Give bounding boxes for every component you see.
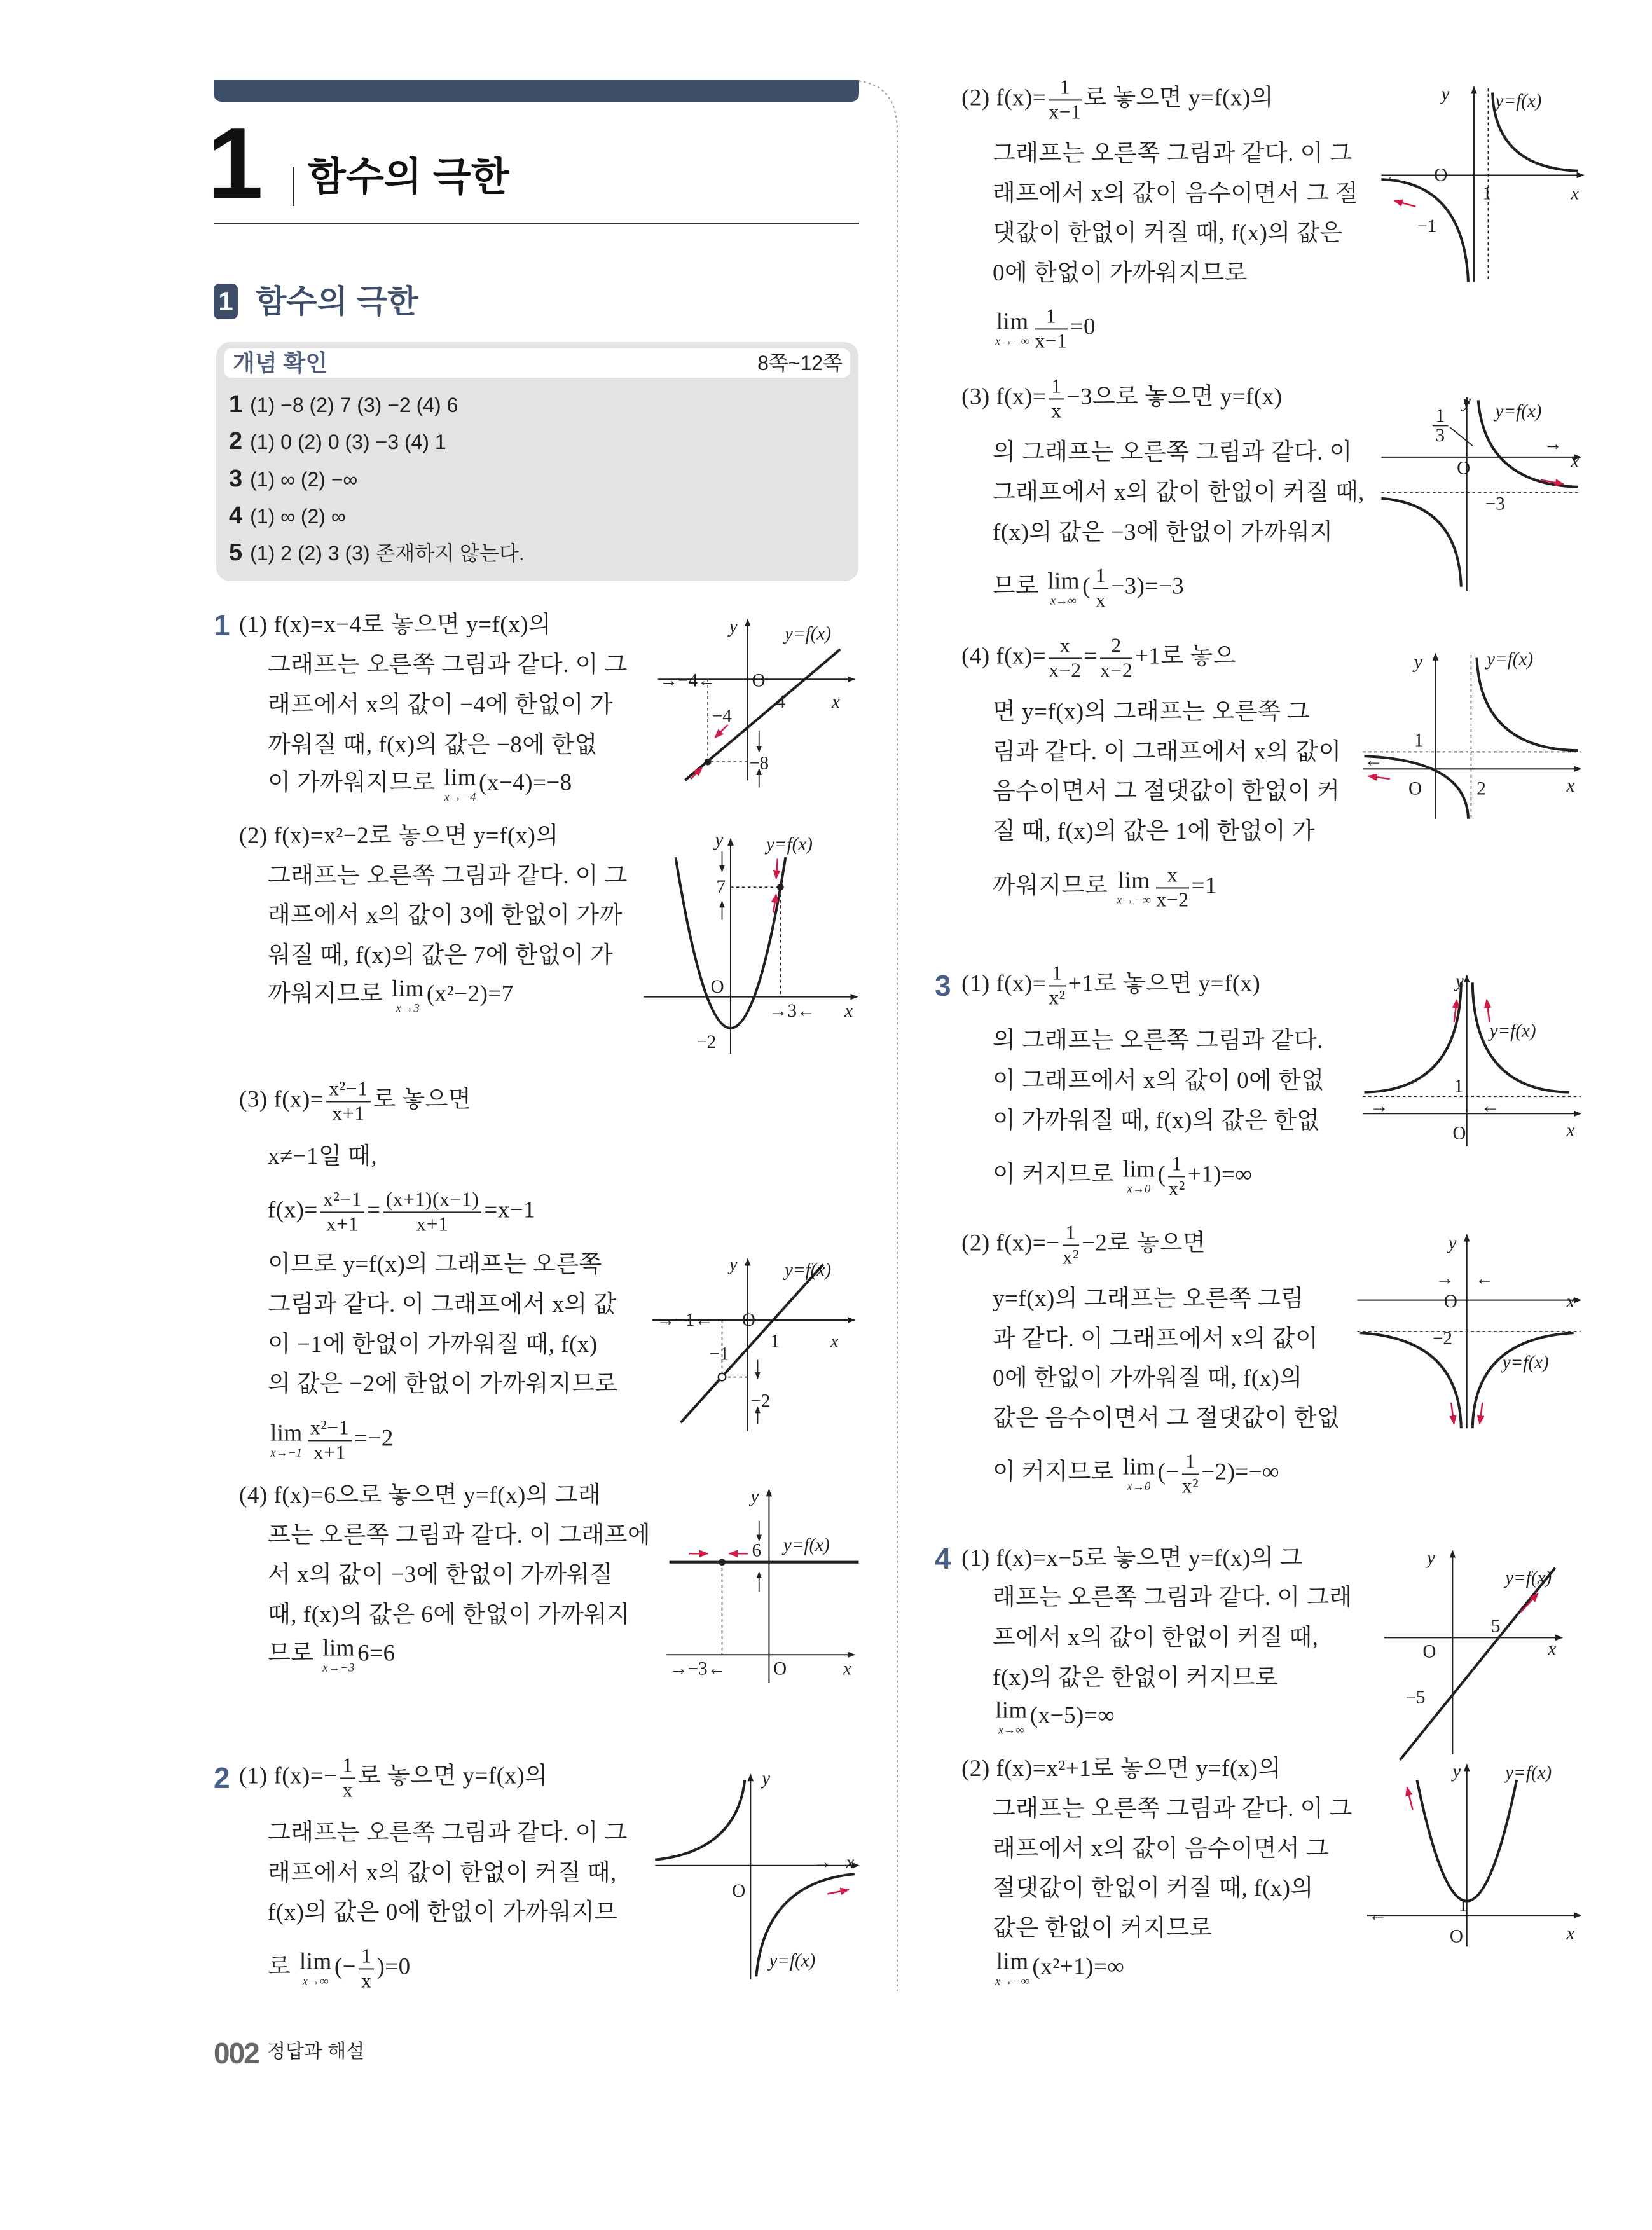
tick-label: 1 [1458, 1895, 1468, 1916]
solution-line: 이므로 y=f(x)의 그래프는 오른쪽 [268, 1251, 602, 1277]
curve-label: y=f(x) [1487, 649, 1534, 670]
solution-line: 그래프는 오른쪽 그림과 같다. 이 그 [268, 651, 628, 678]
tick-label: −1 [1417, 216, 1437, 237]
text-segment: = [367, 1197, 381, 1223]
text-segment: =−2 [354, 1425, 394, 1452]
text-segment: )=0 [376, 1953, 411, 1980]
text-segment: 이 커지므로 [993, 1459, 1120, 1485]
solution-line: 워질 때, f(x)의 값은 7에 한없이 가 [268, 942, 614, 968]
fraction-numerator: x²−1 [326, 1077, 370, 1102]
text-segment: (− [334, 1953, 357, 1980]
text-segment: ( [1082, 573, 1091, 600]
text-segment: 까워지므로 [993, 872, 1114, 899]
tick-label: −4 [712, 706, 732, 727]
axis-label: y [1448, 1233, 1457, 1254]
solution-line: 래프는 오른쪽 그림과 같다. 이 그래 [993, 1584, 1353, 1611]
graph-1-2-parabola [644, 830, 857, 1054]
axis-label: y [750, 1486, 759, 1507]
chapter-number: 1 [207, 107, 263, 219]
tick-label: 6 [752, 1540, 762, 1561]
limit-word: lim [995, 1697, 1028, 1724]
limit-word: lim [1047, 568, 1080, 595]
solution-line: (4) f(x)=6으로 놓으면 y=f(x)의 그래 [239, 1482, 602, 1508]
text-segment: −3으로 놓으면 y=f(x) [1066, 383, 1283, 410]
solution-line: (1) f(x)=x−4로 놓으면 y=f(x)의 [239, 611, 552, 638]
limit-subscript: x→−∞ [995, 1975, 1030, 1988]
concept-row-answers: (1) 2 (2) 3 (3) 존재하지 않는다. [250, 542, 525, 565]
hole-point [719, 1373, 726, 1381]
axis-label: y [1414, 652, 1422, 673]
axis-label: x [1566, 776, 1575, 797]
solution-line: 림과 같다. 이 그래프에서 x의 값이 [993, 738, 1342, 765]
origin-label: O [773, 1658, 787, 1679]
fraction-denominator: x [1095, 589, 1106, 611]
approach-arrow [1451, 1403, 1454, 1424]
text-segment: 로 놓으면 y=f(x)의 [358, 1763, 548, 1789]
fraction-denominator: x−1 [1035, 329, 1068, 352]
tick-label: 2 [1476, 778, 1486, 799]
text-segment: (x²+1)=∞ [1032, 1953, 1125, 1980]
fraction-numerator: 1 [1063, 1221, 1079, 1246]
curve-label: y=f(x) [1502, 1352, 1549, 1373]
solution-line: 래프에서 x의 값이 한없이 커질 때, [268, 1859, 617, 1886]
solution-line: 그래프는 오른쪽 그림과 같다. 이 그 [993, 1795, 1353, 1822]
text-segment: (2) f(x)= [961, 85, 1047, 111]
curve-label: y=f(x) [1495, 401, 1542, 422]
fraction-denominator: x−2 [1156, 888, 1189, 911]
text-segment: 이 커지므로 [993, 1161, 1120, 1188]
tick-label: →−4← [659, 670, 717, 691]
axis-label: x [830, 1331, 839, 1352]
tick-label: 1 [1454, 1076, 1464, 1097]
concept-row-number: 3 [229, 465, 243, 492]
axis-label: x [1566, 1120, 1575, 1141]
solution-line: 래프에서 x의 값이 3에 한없이 가까 [268, 902, 623, 928]
fraction-denominator: x+1 [313, 1441, 347, 1463]
solution-line: f(x)의 값은 0에 한없이 가까워지므 [268, 1899, 618, 1925]
graph-3-1-reciprocal-square [1363, 971, 1581, 1146]
fraction-denominator: x [1051, 399, 1062, 422]
concept-check-title: 개념 확인 [233, 350, 328, 376]
limit-word: lim [1117, 867, 1150, 894]
axis-label: x [1566, 1924, 1575, 1944]
text-segment: = [1084, 643, 1098, 670]
axis-label: x [831, 692, 840, 713]
limit-word: lim [444, 764, 477, 791]
column-divider [859, 81, 897, 1991]
solution-line: (2) f(x)=x²+1로 놓으면 y=f(x)의 [961, 1755, 1281, 1782]
graph-4-1-linear [1384, 1548, 1562, 1760]
solution-line: 면 y=f(x)의 그래프는 오른쪽 그 [993, 698, 1311, 725]
solution-line: 래프에서 x의 값이 음수이면서 그 [993, 1835, 1330, 1862]
fraction-numerator: x [1156, 864, 1188, 888]
text-segment: (3) f(x)= [239, 1086, 324, 1113]
guide-dashes [731, 887, 780, 996]
text-segment: (4) f(x)= [961, 643, 1047, 670]
fraction-numerator: 1 [1182, 1450, 1199, 1475]
limit-subscript: x→0 [1127, 1183, 1151, 1196]
origin-label: O [710, 976, 724, 997]
fraction-numerator: 2 [1100, 634, 1132, 659]
page-number: 002 [214, 2037, 259, 2070]
limit-point [719, 1559, 726, 1566]
approach-arrow [1521, 1593, 1538, 1612]
axis-label: y [762, 1768, 771, 1789]
solution-line: 과 같다. 이 그래프에서 x의 값이 [993, 1325, 1319, 1352]
direction-arrow: ← [1364, 750, 1383, 771]
axis-label: x [1571, 183, 1580, 204]
origin-label: O [1434, 165, 1448, 186]
fraction-numerator: 1 [359, 1944, 374, 1969]
limit-word: lim [322, 1635, 355, 1662]
text-segment: −3)=−3 [1111, 573, 1185, 600]
approach-arrow [1407, 1787, 1413, 1810]
solution-line: 그래프는 오른쪽 그림과 같다. 이 그 [268, 1819, 628, 1846]
text-segment: (1) f(x)=− [239, 1763, 338, 1789]
fraction-denominator: x² [1181, 1475, 1199, 1497]
curve-label: y=f(x) [1489, 1021, 1536, 1042]
concept-row-number: 4 [229, 502, 243, 529]
solution-line: 이 가까워질 때, f(x)의 값은 한없 [993, 1107, 1320, 1134]
text-segment: −2)=−∞ [1201, 1459, 1280, 1485]
axis-label: x [846, 1852, 855, 1873]
text-segment: (x−4)=−8 [479, 769, 572, 796]
approach-arrow [1487, 1000, 1489, 1022]
graph-1-4-constant [666, 1487, 858, 1683]
function-curve [1381, 499, 1461, 587]
fraction-denominator: x−2 [1049, 659, 1082, 681]
curve-label: y=f(x) [783, 1534, 830, 1555]
curve-label: y=f(x) [766, 834, 813, 855]
fraction-denominator: x−2 [1099, 659, 1133, 681]
limit-subscript: x→0 [1127, 1480, 1151, 1494]
tick-label: −8 [749, 753, 769, 774]
text-segment: 로 놓으면 y=f(x)의 [1084, 85, 1274, 111]
graph-2-1-hyperbola [655, 1768, 858, 1979]
direction-arrow: ← [1368, 1905, 1387, 1926]
curve-label: y=f(x) [1505, 1763, 1552, 1784]
solution-line: 0에 한없이 가까워질 때, f(x)의 [993, 1365, 1303, 1391]
limit-subscript: x→−1 [270, 1447, 303, 1460]
tick-label: −5 [1405, 1687, 1426, 1708]
axis-label: y [1455, 970, 1464, 991]
solution-line: 절댓값이 한없이 커질 때, f(x)의 [993, 1875, 1314, 1901]
fraction-numerator: (x+1)(x−1) [383, 1188, 482, 1213]
direction-arrow: → [1435, 1268, 1454, 1289]
curve-label: y=f(x) [769, 1950, 816, 1971]
solution-line: 서 x의 값이 −3에 한없이 가까워질 [268, 1561, 614, 1588]
solution-line: 프는 오른쪽 그림과 같다. 이 그래프에 [268, 1522, 651, 1548]
concept-row-answers: (1) −8 (2) 7 (3) −2 (4) 6 [250, 394, 458, 416]
solution-line: 때, f(x)의 값은 6에 한없이 가까워지 [268, 1601, 630, 1628]
direction-arrow: → [813, 1852, 832, 1873]
problem-number: 3 [935, 969, 951, 1002]
axis-label: y [1441, 83, 1450, 104]
text-segment: f(x)= [268, 1197, 318, 1223]
approach-arrow [1394, 201, 1416, 207]
text-segment: (1) f(x)= [961, 970, 1047, 997]
axis-label: y [1427, 1547, 1435, 1568]
fraction-numerator: 1 [1035, 305, 1067, 329]
fraction-denominator: x−1 [1049, 100, 1082, 123]
limit-subscript: x→∞ [1050, 595, 1077, 608]
origin-label: O [1422, 1641, 1436, 1662]
limit-subscript: x→∞ [302, 1975, 329, 1988]
solution-line: 그래프는 오른쪽 그림과 같다. 이 그 [268, 862, 628, 889]
text-segment: 로 놓으면 [373, 1086, 472, 1113]
text-segment: +1로 놓으면 y=f(x) [1068, 970, 1261, 997]
limit-subscript: x→−3 [322, 1662, 355, 1675]
tick-label: 5 [1490, 1616, 1501, 1637]
direction-arrow: ← [1481, 1096, 1500, 1117]
approach-arrow [1480, 1403, 1482, 1424]
solution-line: 까워질 때, f(x)의 값은 −8에 한없 [268, 731, 598, 758]
concept-row-number: 5 [229, 539, 243, 566]
solution-line: (2) f(x)=x²−2로 놓으면 y=f(x)의 [239, 822, 559, 849]
function-curve [1473, 1333, 1574, 1428]
text-segment: (2) f(x)=− [961, 1230, 1060, 1256]
fraction-numerator: 1 [1049, 375, 1064, 399]
text-segment: 까워지므로 [268, 981, 389, 1007]
solution-line: (1) f(x)=x−5로 놓으면 y=f(x)의 그 [961, 1545, 1304, 1571]
graph-1-3-line-with-hole [652, 1255, 855, 1431]
graph-2-4-hyperbola [1363, 649, 1581, 819]
axis-label: x [843, 1658, 851, 1679]
fraction-numerator: 1 [1093, 564, 1108, 589]
approach-arrow [1368, 776, 1390, 779]
concept-row-number: 2 [229, 428, 243, 455]
text-segment: 므로 [268, 1640, 320, 1667]
text-segment: −2로 놓으면 [1082, 1230, 1206, 1256]
tick-label: −3 [1485, 493, 1505, 514]
tick-label: 1 [1414, 730, 1424, 751]
fraction-denominator: x+1 [326, 1213, 359, 1235]
limit-word: lim [1122, 1454, 1155, 1480]
function-curve [655, 1780, 745, 1859]
limit-point [705, 759, 712, 766]
fraction-denominator: x+1 [332, 1102, 365, 1124]
fraction-denominator: x² [1168, 1177, 1185, 1199]
graph-4-2-parabola [1367, 1761, 1581, 1947]
solution-line: f(x)의 값은 −3에 한없이 가까워지 [993, 519, 1333, 546]
concept-row-answers: (1) ∞ (2) ∞ [250, 505, 346, 528]
approach-arrow [715, 725, 727, 738]
text-segment: 므로 [993, 573, 1045, 600]
tick-label: →3← [769, 1000, 816, 1021]
origin-label: O [732, 1880, 746, 1901]
graph-3-2-negative-reciprocal-square [1357, 1233, 1581, 1428]
tick-label: →−1← [656, 1309, 713, 1330]
tick-label: 1 [770, 1331, 780, 1352]
concept-row-number: 1 [229, 391, 243, 418]
chapter-title: 함수의 극한 [308, 155, 509, 199]
solution-line: 래프에서 x의 값이 음수이면서 그 절 [993, 180, 1359, 207]
section-number-badge: 1 [214, 284, 238, 319]
axis-label: y [715, 830, 724, 851]
axis-label: y [1463, 391, 1471, 412]
origin-label: O [1443, 1291, 1457, 1312]
curve-label: y=f(x) [785, 1260, 832, 1281]
function-curve [1400, 1568, 1555, 1760]
direction-arrow: ← [1475, 1268, 1494, 1289]
tick-label-denominator: 3 [1435, 425, 1445, 446]
solution-line: y=f(x)의 그래프는 오른쪽 그림 [993, 1285, 1304, 1312]
approach-arrow [776, 858, 778, 878]
tick-label: −2 [696, 1032, 717, 1053]
solution-line: 의 값은 −2에 한없이 가까워지므로 [268, 1370, 618, 1397]
fraction-numerator: x²−1 [308, 1416, 352, 1441]
solution-line: 래프에서 x의 값이 −4에 한없이 가 [268, 691, 614, 718]
problem-number: 1 [214, 609, 230, 642]
function-curve [1476, 658, 1578, 751]
solution-line: 의 그래프는 오른쪽 그림과 같다. 이 [993, 439, 1353, 465]
problem-number: 2 [214, 1761, 230, 1794]
asymptote [1363, 655, 1581, 819]
solution-line: 이 −1에 한없이 가까워질 때, f(x) [268, 1331, 598, 1358]
axis-label: x [1571, 451, 1580, 472]
solution-line: 이 그래프에서 x의 값이 0에 한없 [993, 1067, 1325, 1094]
text-segment: =0 [1070, 313, 1096, 340]
limit-word: lim [270, 1420, 303, 1447]
limit-word: lim [996, 308, 1029, 335]
text-segment: 6=6 [357, 1640, 396, 1667]
fraction-denominator: x+1 [416, 1213, 449, 1235]
concept-row-answers: (1) 0 (2) 0 (3) −3 (4) 1 [250, 430, 446, 453]
limit-subscript: x→−∞ [1116, 894, 1152, 907]
axis-label: x [1566, 1291, 1575, 1312]
tick-label: −2 [750, 1391, 771, 1412]
solution-line: x≠−1일 때, [268, 1143, 378, 1169]
origin-label: O [1449, 1926, 1463, 1947]
fraction-denominator: x² [1062, 1246, 1080, 1268]
function-curve [1365, 982, 1461, 1092]
curve-label: y=f(x) [1495, 90, 1542, 111]
tick-label: −2 [1433, 1328, 1452, 1349]
fraction-numerator: 1 [340, 1754, 355, 1779]
solution-line: 댓값이 한없이 커질 때, f(x)의 값은 [993, 219, 1343, 246]
graph-2-2-hyperbola [1381, 84, 1583, 282]
solution-line: 음수이면서 그 절댓값이 한없이 커 [993, 778, 1340, 804]
tick-label: −1 [709, 1344, 729, 1365]
problem-number: 4 [935, 1542, 951, 1575]
section-title: 함수의 극한 [256, 284, 418, 319]
tick-label: 4 [776, 692, 786, 713]
limit-word: lim [299, 1948, 332, 1975]
origin-label: O [1452, 1123, 1466, 1144]
limit-subscript: x→3 [396, 1002, 420, 1015]
concept-row-answers: (1) ∞ (2) −∞ [250, 468, 358, 491]
direction-arrow: ← [1384, 166, 1403, 187]
text-segment: (3) f(x)= [961, 383, 1047, 410]
footer-label: 정답과 해설 [267, 2041, 365, 2062]
origin-label: O [1457, 458, 1471, 479]
concept-check-pages: 8쪽~12쪽 [757, 352, 843, 375]
solution-line: 질 때, f(x)의 값은 1에 한없이 가 [993, 818, 1316, 844]
origin-label: O [1408, 778, 1422, 799]
text-segment: =x−1 [484, 1197, 536, 1223]
solution-line: 프에서 x의 값이 한없이 커질 때, [993, 1624, 1319, 1651]
axis-label: y [729, 1254, 738, 1275]
solution-line: f(x)의 값은 한없이 커지므로 [993, 1664, 1279, 1691]
tick-label-numerator: 1 [1435, 405, 1445, 426]
fraction-numerator: x²−1 [320, 1188, 364, 1213]
solution-line: 그래프는 오른쪽 그림과 같다. 이 그 [993, 140, 1353, 167]
graph-2-3-hyperbola [1381, 391, 1581, 591]
fraction-numerator: 1 [1049, 961, 1065, 986]
fraction-numerator: 1 [1168, 1152, 1185, 1177]
fraction-denominator: x [361, 1969, 372, 1992]
text-segment: (x−5)=∞ [1029, 1702, 1115, 1729]
text-segment: (x²−2)=7 [426, 981, 514, 1007]
approach-arrow [827, 1890, 849, 1894]
text-segment: 로 [268, 1953, 297, 1980]
origin-label: O [752, 670, 766, 691]
tick-label: →−3← [669, 1658, 726, 1679]
tick-label: 7 [716, 877, 726, 898]
solution-line: 0에 한없이 가까워지므로 [993, 259, 1248, 286]
solution-line: 값은 음수이면서 그 절댓값이 한없 [993, 1405, 1340, 1431]
text-segment: +1로 놓으 [1135, 643, 1236, 670]
axis-label: y [729, 616, 738, 637]
graph-1-1-linear [658, 616, 855, 787]
solution-line: 그래프에서 x의 값이 한없이 커질 때, [993, 479, 1365, 506]
fraction-denominator: x² [1049, 986, 1066, 1008]
limit-subscript: x→−∞ [995, 335, 1030, 348]
fraction-numerator: x [1049, 634, 1081, 659]
origin-label: O [741, 1309, 755, 1330]
solution-line: 의 그래프는 오른쪽 그림과 같다. [993, 1027, 1323, 1054]
direction-arrow: → [1543, 434, 1562, 455]
solution-line: 그림과 같다. 이 그래프에서 x의 값 [268, 1291, 617, 1318]
axis-label: x [1548, 1639, 1557, 1660]
fraction-numerator: 1 [1049, 76, 1081, 100]
fraction-denominator: x [342, 1779, 353, 1801]
axis-label: x [844, 1000, 853, 1021]
limit-point [777, 884, 784, 891]
curve-label: y=f(x) [1505, 1567, 1552, 1588]
direction-arrow: → [1370, 1096, 1389, 1117]
text-segment: +1)=∞ [1187, 1161, 1253, 1188]
tick-label: 1 [1482, 183, 1492, 204]
text-segment: =1 [1191, 872, 1217, 899]
limit-word: lim [391, 975, 424, 1002]
limit-word: lim [996, 1948, 1029, 1975]
curve-label: y=f(x) [785, 623, 832, 644]
text-segment: (− [1157, 1459, 1180, 1485]
limit-subscript: x→∞ [998, 1724, 1025, 1737]
leader-line [1450, 427, 1473, 446]
text-segment: 이 가까워지므로 [268, 769, 442, 796]
text-segment: ( [1157, 1161, 1166, 1188]
solution-line: 값은 한없이 커지므로 [993, 1915, 1213, 1941]
limit-word: lim [1122, 1156, 1155, 1183]
axis-label: y [1452, 1761, 1461, 1782]
limit-subscript: x→−4 [444, 791, 476, 804]
